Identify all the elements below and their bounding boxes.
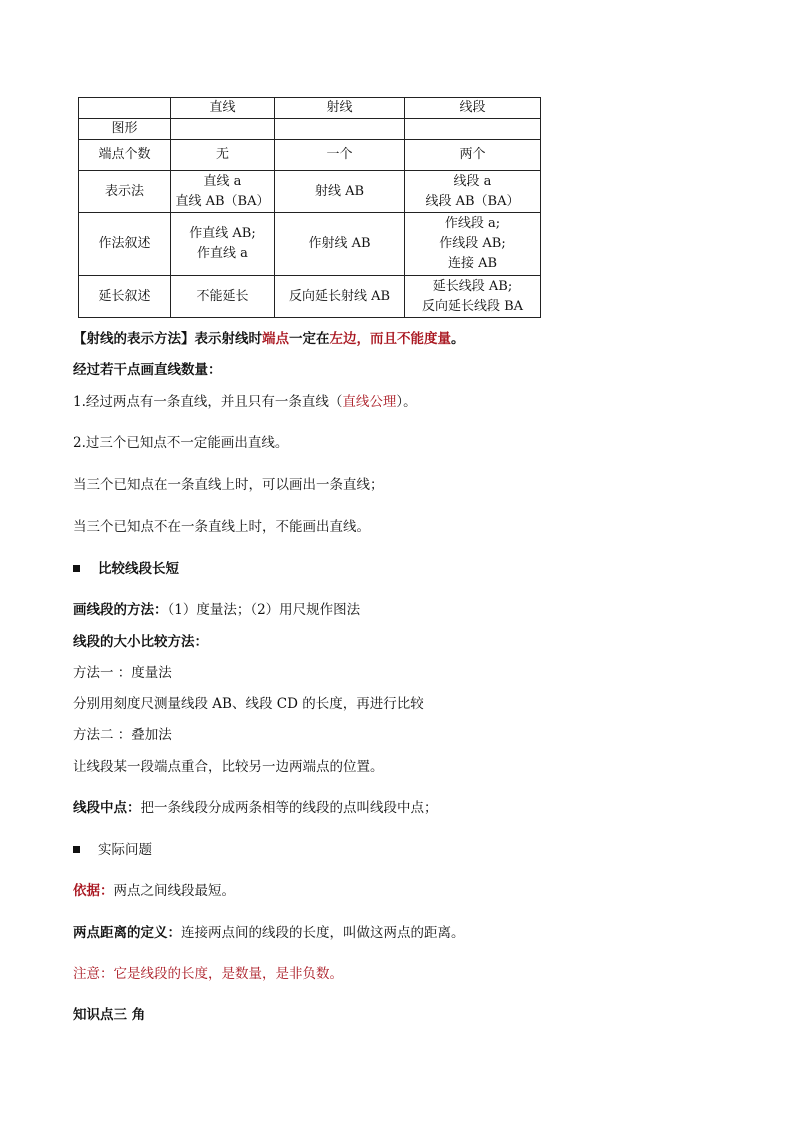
draw-segment-method: 画线段的方法：（1）度量法；（2）用尺规作图法 (73, 602, 361, 618)
basis-text: 依据：两点之间线段最短。 (73, 883, 235, 899)
table-cell: 无 (171, 140, 275, 171)
lines-heading: 经过若干点画直线数量： (73, 362, 222, 378)
table-header-cell (79, 98, 171, 119)
method2-text: 让线段某一段端点重合，比较另一边两端点的位置。 (73, 759, 384, 775)
table-cell: 射线 AB (275, 171, 405, 213)
table-cell: 一个 (275, 140, 405, 171)
method1-text: 分别用刻度尺测量线段 AB、线段 CD 的长度，再进行比较 (73, 696, 424, 712)
noncollinear-text: 当三个已知点不在一条直线上时，不能画出直线。 (73, 519, 370, 535)
line-axiom-text: 1.经过两点有一条直线，并且只有一条直线（直线公理）。 (73, 394, 417, 410)
table-cell: 延长线段 AB; 反向延长线段 BA (405, 276, 541, 318)
table-row (79, 213, 541, 276)
method1-title: 方法一 ：度量法 (73, 665, 172, 681)
table-cell: 作射线 AB (275, 213, 405, 276)
table-row (79, 171, 541, 213)
table-cell: 直线 a 直线 AB（BA） (171, 171, 275, 213)
table-cell: 作线段 a; 作线段 AB; 连接 AB (405, 213, 541, 276)
table-cell: 两个 (405, 140, 541, 171)
table-cell (275, 119, 405, 140)
row-label: 作法叙述 (79, 213, 171, 276)
table-cell: 线段 a 线段 AB（BA） (405, 171, 541, 213)
distance-definition: 两点距离的定义：连接两点间的线段的长度，叫做这两点的距离。 (73, 925, 465, 941)
table-cell: 作直线 AB; 作直线 a (171, 213, 275, 276)
row-label: 延长叙述 (79, 276, 171, 318)
knowledge-point-3-heading: 知识点三 角 (73, 1007, 146, 1023)
square-bullet-icon (73, 846, 80, 853)
table-row (79, 140, 541, 171)
midpoint-definition: 线段中点：把一条线段分成两条相等的线段的点叫线段中点； (73, 800, 438, 816)
table-header-cell: 直线 (171, 98, 275, 119)
table-row (79, 276, 541, 318)
three-points-text: 2.过三个已知点不一定能画出直线。 (73, 435, 289, 451)
table-header-row (79, 98, 541, 119)
table-header-cell: 线段 (405, 98, 541, 119)
size-compare-heading: 线段的大小比较方法： (73, 634, 208, 650)
note-text: 注意：它是线段的长度，是数量，是非负数。 (73, 966, 343, 982)
ray-notation-note: 【射线的表示方法】表示射线时端点一定在左边，而且不能度量。 (73, 331, 465, 347)
table-cell (171, 119, 275, 140)
row-label: 图形 (79, 119, 171, 140)
collinear-text: 当三个已知点在一条直线上时，可以画出一条直线； (73, 477, 384, 493)
table-cell: 反向延长射线 AB (275, 276, 405, 318)
square-bullet-icon (73, 565, 80, 572)
table-cell: 不能延长 (171, 276, 275, 318)
section-compare-segments: 比较线段长短 (73, 560, 179, 578)
method2-title: 方法二 ：叠加法 (73, 727, 172, 743)
table-row (79, 119, 541, 140)
line-ray-segment-table (78, 97, 541, 318)
section-practical: 实际问题 (73, 841, 152, 859)
row-label: 表示法 (79, 171, 171, 213)
table-header-cell: 射线 (275, 98, 405, 119)
row-label: 端点个数 (79, 140, 171, 171)
table-cell (405, 119, 541, 140)
